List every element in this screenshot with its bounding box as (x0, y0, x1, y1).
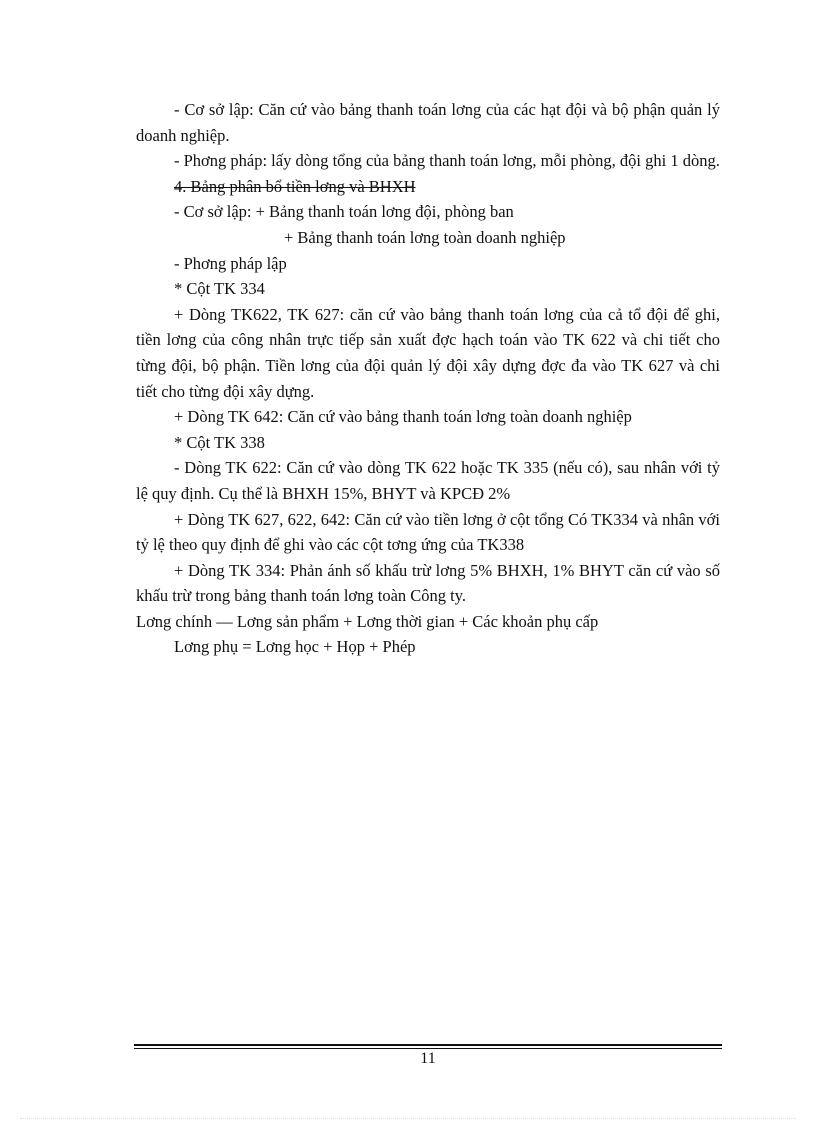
footer-rule-thick (134, 1044, 722, 1046)
paragraph-basis-2: - Cơ sở lập: + Bảng thanh toán lơng đội, phòng ban (174, 202, 514, 222)
paragraph-tk334-deduction: + Dòng TK 334: Phản ánh số khấu trừ lơng 5% BHXH, 1% BHYT căn cứ vào số khấu trừ trong bảng thanh toán lơng toàn Công ty. (136, 560, 720, 606)
paragraph-tk627-622-642: + Dòng TK 627, 622, 642: Căn cứ vào tiền lơng ở cột tổng Có TK334 và nhân với tỷ lệ theo quy định để ghi vào các cột tơng ứng của TK338 (136, 509, 720, 555)
footer-rule-thin (134, 1048, 722, 1049)
paragraph-method-1: - Phơng pháp: lấy dòng tổng của bảng thanh toán lơng, mỗi phòng, đội ghi 1 dòng. (174, 151, 720, 171)
page-body (136, 97, 720, 660)
paragraph-tk642: + Dòng TK 642: Căn cứ vào bảng thanh toán lơng toàn doanh nghiệp (174, 407, 632, 427)
column-tk334-label: * Cột TK 334 (174, 279, 265, 299)
formula-main-salary: Lơng chính — Lơng sản phẩm + Lơng thời gian + Các khoản phụ cấp (136, 611, 599, 631)
page-number: 11 (420, 1050, 436, 1067)
formula-sub-salary: Lơng phụ = Lơng học + Họp + Phép (174, 637, 416, 657)
section-heading-4: 4. Bảng phân bổ tiền lơng và BHXH (174, 176, 416, 196)
paragraph-method-2: - Phơng pháp lập (174, 253, 287, 273)
paragraph-basis-1: - Cơ sở lập: Căn cứ vào bảng thanh toán lơng của các hạt đội và bộ phận quản lý doanh nghiệp. (136, 100, 720, 145)
paragraph-basis-2-item-2: + Bảng thanh toán lơng toàn doanh nghiệp (284, 227, 566, 247)
paragraph-tk622-338: - Dòng TK 622: Căn cứ vào dòng TK 622 hoặc TK 335 (nếu có), sau nhân với tỷ lệ quy định. Cụ thể là BHXH 15%, BHYT và KPCĐ 2% (136, 458, 720, 503)
column-tk338-label: * Cột TK 338 (174, 432, 265, 452)
page-edge-divider (20, 1118, 796, 1119)
paragraph-tk622-627: + Dòng TK622, TK 627: căn cứ vào bảng thanh toán lơng của cả tổ đội để ghi, tiền lơng của công nhân trực tiếp sản xuất đợc hạch toán vào TK 622 và chi tiết cho từng đội, bộ phận. Tiền lơng của đội quản lý đội xây dựng đợc đa vào TK 627 và chi tiết cho từng đội xây dựng. (136, 304, 720, 401)
